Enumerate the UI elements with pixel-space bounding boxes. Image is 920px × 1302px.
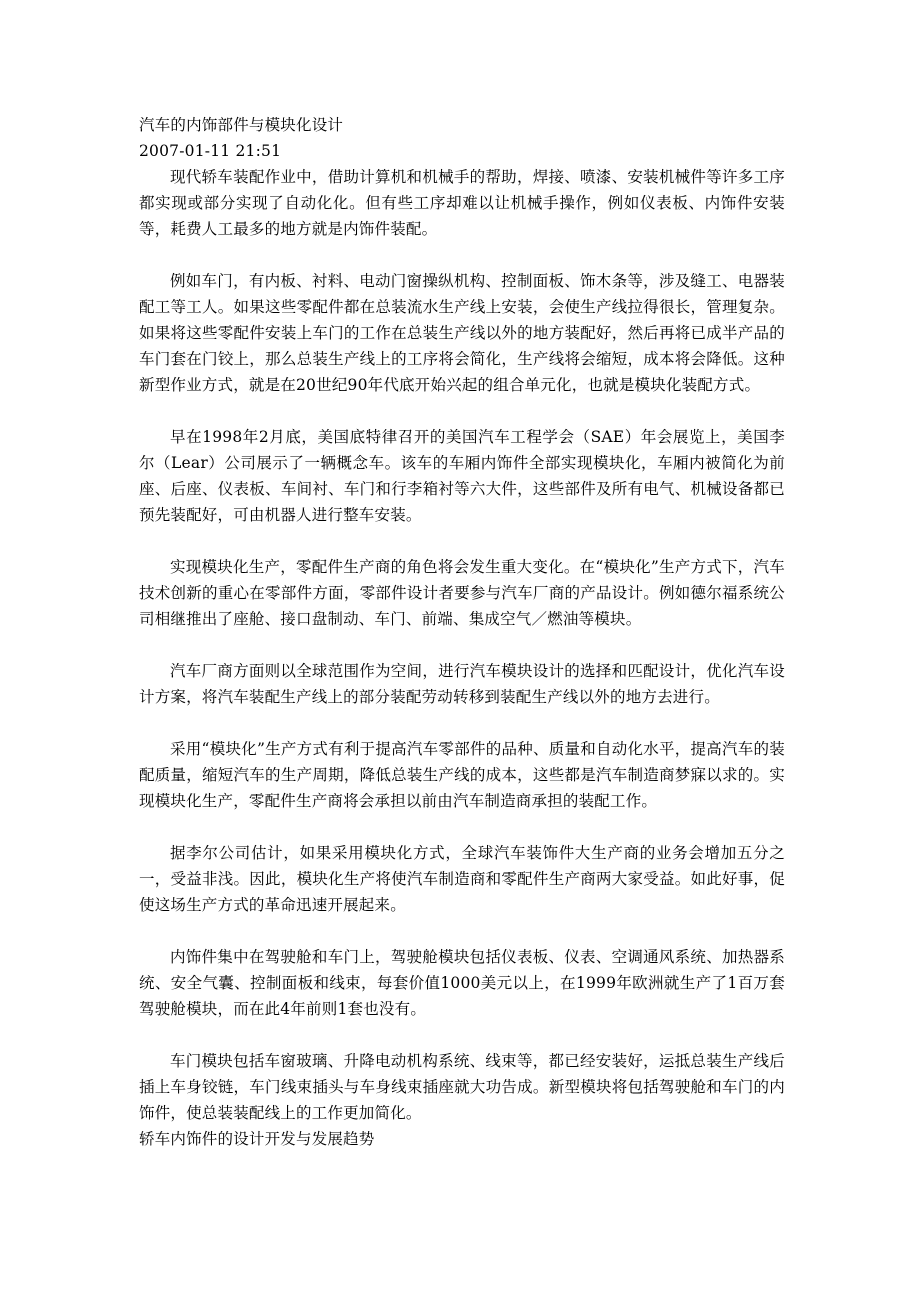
paragraph: 内饰件集中在驾驶舱和车门上，驾驶舱模块包括仪表板、仪表、空调通风系统、加热器系统、安全气囊、控制面板和线束，每套价值1000美元以上，在1999年欧洲就生产了1百万套驾驶舱模块，而在此4年前则1套也没有。: [139, 948, 785, 1018]
article-title: 汽车的内饰部件与模块化设计: [139, 116, 344, 134]
paragraph: 车门模块包括车窗玻璃、升降电动机构系统、线束等，都已经安装好，运抵总装生产线后插上车身铰链，车门线束插头与车身线束插座就大功告成。新型模块将包括驾驶舱和车门的内饰件，使总装装配线上的工作更加简化。: [139, 1052, 785, 1122]
article-date: 2007-01-11 21:51: [139, 142, 282, 160]
paragraph: 例如车门，有内板、衬料、电动门窗操纵机构、控制面板、饰木条等，涉及缝工、电器装配工等工人。如果这些零配件都在总装流水生产线上安装，会使生产线拉得很长，管理复杂。如果将这些零配件安装上车门的工作在总装生产线以外的地方装配好，然后再将已成半产品的车门套在门铰上，那么总装生产线上的工序将会简化，生产线将会缩短，成本将会降低。这种新型作业方式，就是在20世纪90年代底开始兴起的组合单元化，也就是模块化装配方式。: [139, 272, 785, 394]
next-section-heading: 轿车内饰件的设计开发与发展趋势: [139, 1130, 375, 1148]
paragraph: 采用“模块化”生产方式有利于提高汽车零部件的品种、质量和自动化水平，提高汽车的装配质量，缩短汽车的生产周期，降低总装生产线的成本，这些都是汽车制造商梦寐以求的。实现模块化生产，零配件生产商将会承担以前由汽车制造商承担的装配工作。: [139, 740, 785, 810]
paragraph: 汽车厂商方面则以全球范围作为空间，进行汽车模块设计的选择和匹配设计，优化汽车设计方案，将汽车装配生产线上的部分装配劳动转移到装配生产线以外的地方去进行。: [139, 662, 785, 706]
paragraph: 实现模块化生产，零配件生产商的角色将会发生重大变化。在“模块化”生产方式下，汽车技术创新的重心在零部件方面，零部件设计者要参与汽车厂商的产品设计。例如德尔福系统公司相继推出了座舱、接口盘制动、车门、前端、集成空气／燃油等模块。: [139, 558, 785, 628]
paragraph: 据李尔公司估计，如果采用模块化方式，全球汽车装饰件大生产商的业务会增加五分之一，受益非浅。因此，模块化生产将使汽车制造商和零配件生产商两大家受益。如此好事，促使这场生产方式的革命迅速开展起来。: [139, 844, 785, 914]
paragraph: 早在1998年2月底，美国底特律召开的美国汽车工程学会（SAE）年会展览上，美国李尔（Lear）公司展示了一辆概念车。该车的车厢内饰件全部实现模块化，车厢内被简化为前座、后座、仪表板、车间衬、车门和行李箱衬等六大件，这些部件及所有电气、机械设备都已预先装配好，可由机器人进行整车安装。: [139, 428, 785, 524]
paragraph: 现代轿车装配作业中，借助计算机和机械手的帮助，焊接、喷漆、安装机械件等许多工序都实现或部分实现了自动化化。但有些工序却难以让机械手操作，例如仪表板、内饰件安装等，耗费人工最多的地方就是内饰件装配。: [139, 168, 785, 238]
article-body: [139, 112, 785, 1152]
